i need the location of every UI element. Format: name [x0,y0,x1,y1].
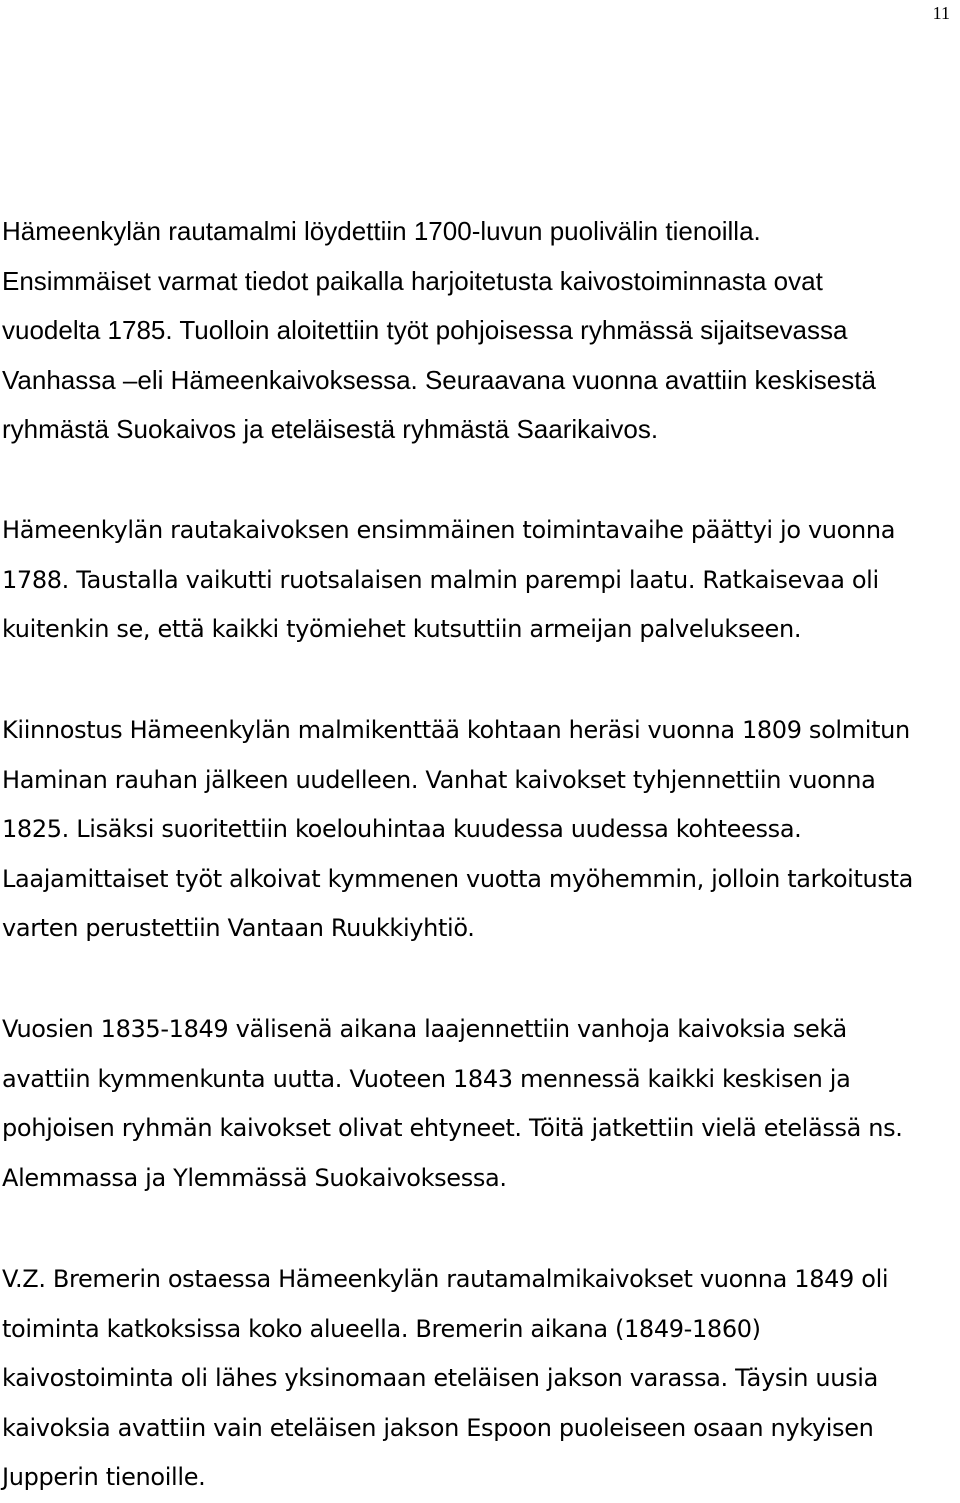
paragraph-line: kaivoksia avattiin vain eteläisen jakson Espoon puoleiseen osaan nykyisen [2,1413,874,1442]
paragraph-1 [2,207,952,455]
paragraph-line: Jupperin tienoille. [2,1463,206,1491]
paragraph-line: vuodelta 1785. Tuolloin aloitettiin työt pohjoisessa ryhmässä sijaitsevassa [2,315,848,345]
paragraph-line: avattiin kymmenkunta uutta. Vuoteen 1843 mennessä kaikki keskisen ja [2,1064,851,1093]
paragraph-5 [2,1255,952,1503]
paragraph-line: Alemmassa ja Ylemmässä Suokaivoksessa. [2,1163,507,1192]
paragraph-line: varten perustettiin Vantaan Ruukkiyhtiö. [2,914,475,942]
paragraph-line: kuitenkin se, että kaikki työmiehet kutsuttiin armeijan palvelukseen. [2,615,802,643]
paragraph-line: Kiinnostus Hämeenkylän malmikenttää kohtaan heräsi vuonna 1809 solmitun [2,716,910,744]
paragraph-line: Laajamittaiset työt alkoivat kymmenen vuotta myöhemmin, jolloin tarkoitusta [2,864,913,893]
paragraph-line: Hämeenkylän rautakaivoksen ensimmäinen toimintavaihe päättyi jo vuonna [2,516,896,544]
paragraph-line: V.Z. Bremerin ostaessa Hämeenkylän rautamalmikaivokset vuonna 1849 oli [2,1265,889,1293]
paragraph-line: pohjoisen ryhmän kaivokset olivat ehtyneet. Töitä jatkettiin vielä etelässä ns. [2,1114,903,1142]
paragraph-line: toiminta katkoksissa koko alueella. Bremerin aikana (1849-1860) [2,1314,761,1343]
paragraph-line: 1788. Taustalla vaikutti ruotsalaisen malmin parempi laatu. Ratkaisevaa oli [2,565,879,594]
paragraph-line: kaivostoiminta oli lähes yksinomaan eteläisen jakson varassa. Täysin uusia [2,1364,878,1392]
paragraph-line: Vuosien 1835-1849 välisenä aikana laajennettiin vanhoja kaivoksia sekä [2,1015,847,1043]
paragraph-line: 1825. Lisäksi suoritettiin koelouhintaa kuudessa uudessa kohteessa. [2,815,802,843]
paragraph-3 [2,706,952,954]
paragraph-line: Vanhassa –eli Hämeenkaivoksessa. Seuraavana vuonna avattiin keskisestä [2,364,876,395]
paragraph-line: Haminan rauhan jälkeen uudelleen. Vanhat kaivokset tyhjennettiin vuonna [2,765,876,794]
paragraph-line: Hämeenkylän rautamalmi löydettiin 1700-luvun puolivälin tienoilla. [2,216,761,246]
paragraph-4 [2,1005,952,1203]
paragraph-2 [2,506,952,655]
paragraph-line: ryhmästä Suokaivos ja eteläisestä ryhmästä Saarikaivos. [2,414,659,444]
page-number: 11 [932,3,950,23]
paragraph-line: Ensimmäiset varmat tiedot paikalla harjoitetusta kaivostoiminnasta ovat [2,265,823,296]
